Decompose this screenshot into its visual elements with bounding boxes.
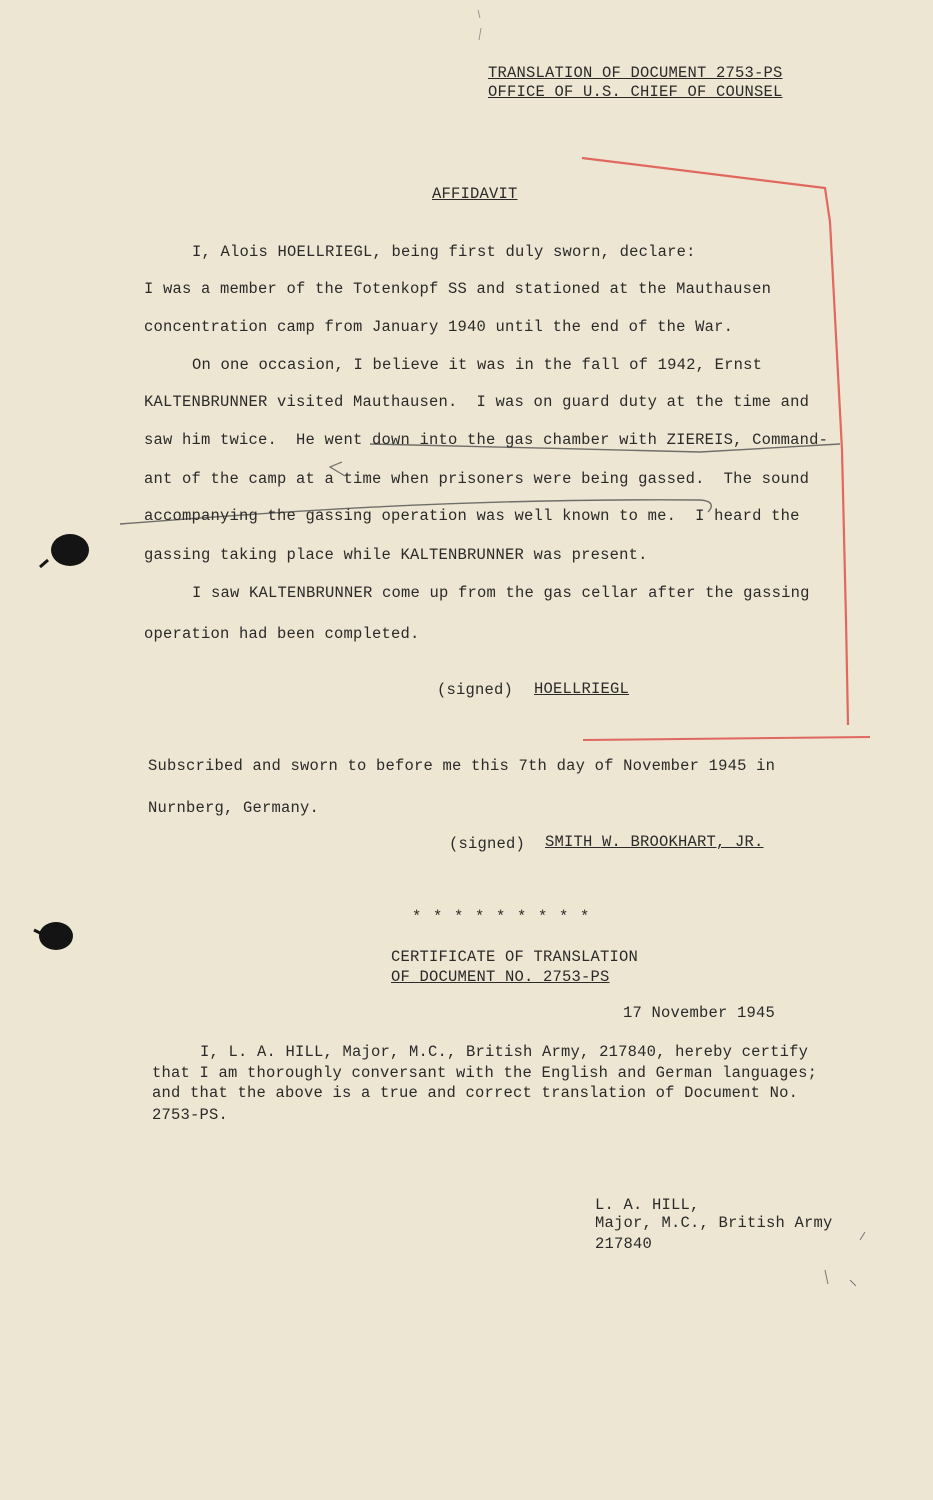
affidavit-line: KALTENBRUNNER visited Mauthausen. I was on guard duty at the time and bbox=[144, 393, 810, 411]
translator-signature-line: 217840 bbox=[595, 1235, 653, 1253]
certificate-title-2: OF DOCUMENT NO. 2753-PS bbox=[391, 968, 610, 986]
signed-label: (signed) bbox=[437, 681, 514, 699]
jurat-signed-label: (signed) bbox=[449, 835, 526, 853]
jurat-line-1: Subscribed and sworn to before me this 7th day of November 1945 in bbox=[148, 757, 776, 775]
affidavit-line: I was a member of the Totenkopf SS and stationed at the Mauthausen bbox=[144, 280, 772, 298]
signature-brookhart: SMITH W. BROOKHART, JR. bbox=[545, 833, 764, 851]
affidavit-line: gassing taking place while KALTENBRUNNER was present. bbox=[144, 546, 648, 564]
certificate-line: I, L. A. HILL, Major, M.C., British Army, 217840, hereby certify bbox=[200, 1043, 809, 1061]
separator-stars: * * * * * * * * * bbox=[412, 908, 591, 926]
header-line-2: OFFICE OF U.S. CHIEF OF COUNSEL bbox=[488, 83, 783, 101]
affidavit-line: On one occasion, I believe it was in the fall of 1942, Ernst bbox=[192, 356, 763, 374]
affidavit-line: operation had been completed. bbox=[144, 625, 420, 643]
affidavit-title: AFFIDAVIT bbox=[432, 185, 518, 203]
affidavit-line: accompanying the gassing operation was well known to me. I heard the bbox=[144, 507, 800, 525]
affidavit-line: ant of the camp at a time when prisoners were being gassed. The sound bbox=[144, 470, 810, 488]
affidavit-line: concentration camp from January 1940 until the end of the War. bbox=[144, 318, 734, 336]
affidavit-line: I, Alois HOELLRIEGL, being first duly sworn, declare: bbox=[192, 243, 696, 261]
translator-signature-line: L. A. HILL, bbox=[595, 1196, 700, 1214]
translator-signature-line: Major, M.C., British Army bbox=[595, 1214, 833, 1232]
certificate-line: and that the above is a true and correct translation of Document No. bbox=[152, 1084, 799, 1102]
certificate-line: that I am thoroughly conversant with the English and German languages; bbox=[152, 1064, 818, 1082]
certificate-date: 17 November 1945 bbox=[623, 1004, 776, 1022]
red-pencil-underline bbox=[583, 737, 870, 740]
jurat-line-2: Nurnberg, Germany. bbox=[148, 799, 320, 817]
certificate-title-1: CERTIFICATE OF TRANSLATION bbox=[391, 948, 639, 966]
header-line-1: TRANSLATION OF DOCUMENT 2753-PS bbox=[488, 64, 783, 82]
affidavit-line: I saw KALTENBRUNNER come up from the gas cellar after the gassing bbox=[192, 584, 810, 602]
ink-blot bbox=[51, 534, 89, 566]
certificate-line: 2753-PS. bbox=[152, 1106, 229, 1124]
signature-hoellriegl: HOELLRIEGL bbox=[534, 680, 630, 698]
ink-blot bbox=[39, 922, 73, 950]
affidavit-line: saw him twice. He went down into the gas chamber with ZIEREIS, Command- bbox=[144, 431, 829, 449]
